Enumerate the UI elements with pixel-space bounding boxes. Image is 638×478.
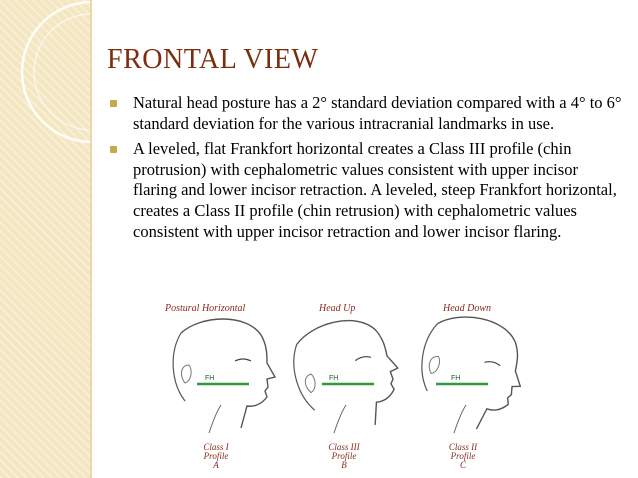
panel-title: Head Down (443, 303, 492, 314)
panel-title: Head Up (319, 303, 356, 314)
bullet-item (107, 139, 622, 242)
head-profile-b-icon (286, 313, 411, 443)
caption-profile: Profile (203, 451, 229, 461)
fh-label: FH (329, 375, 339, 382)
caption-class: Class I (203, 442, 229, 452)
panel-caption (438, 443, 488, 470)
caption-class: Class II (448, 442, 478, 452)
bullet-marker-icon (110, 100, 117, 107)
fh-label: FH (451, 375, 461, 382)
sidebar-edge (90, 0, 92, 478)
caption-letter: B (341, 460, 347, 470)
caption-letter: C (459, 460, 466, 470)
circle-ornament-icon (0, 0, 92, 162)
panel-caption (191, 443, 241, 470)
bullet-marker-icon (110, 146, 117, 153)
head-profile-a-icon (161, 313, 286, 443)
bullet-text: A leveled, flat Frankfort horizontal creates a Class III profile (chin protrusion) with cephalometric values consistent with upper incisor flaring and lower incisor retraction. A leveled, steep Frankfort horizontal, creates a Class II profile (chin retrusion) with cephalometric values consistent with upper incisor retraction and lower incisor flaring. (133, 139, 617, 241)
decorative-sidebar (0, 0, 92, 478)
bullet-text: Natural head posture has a 2° standard deviation compared with a 4° to 6° standard deviation for the various intracranial landmarks in use. (133, 93, 622, 133)
caption-class: Class III (328, 442, 360, 452)
caption-profile: Profile (331, 451, 357, 461)
bullet-list (107, 93, 622, 247)
caption-profile: Profile (450, 451, 476, 461)
slide-title: FRONTAL VIEW (107, 44, 319, 75)
head-profile-c-icon (406, 313, 531, 443)
caption-letter: A (213, 460, 219, 470)
head-posture-figure (161, 301, 531, 476)
panel-title: Postural Horizontal (165, 303, 246, 314)
fh-label: FH (205, 375, 215, 382)
bullet-item (107, 93, 622, 134)
panel-caption (319, 443, 369, 470)
